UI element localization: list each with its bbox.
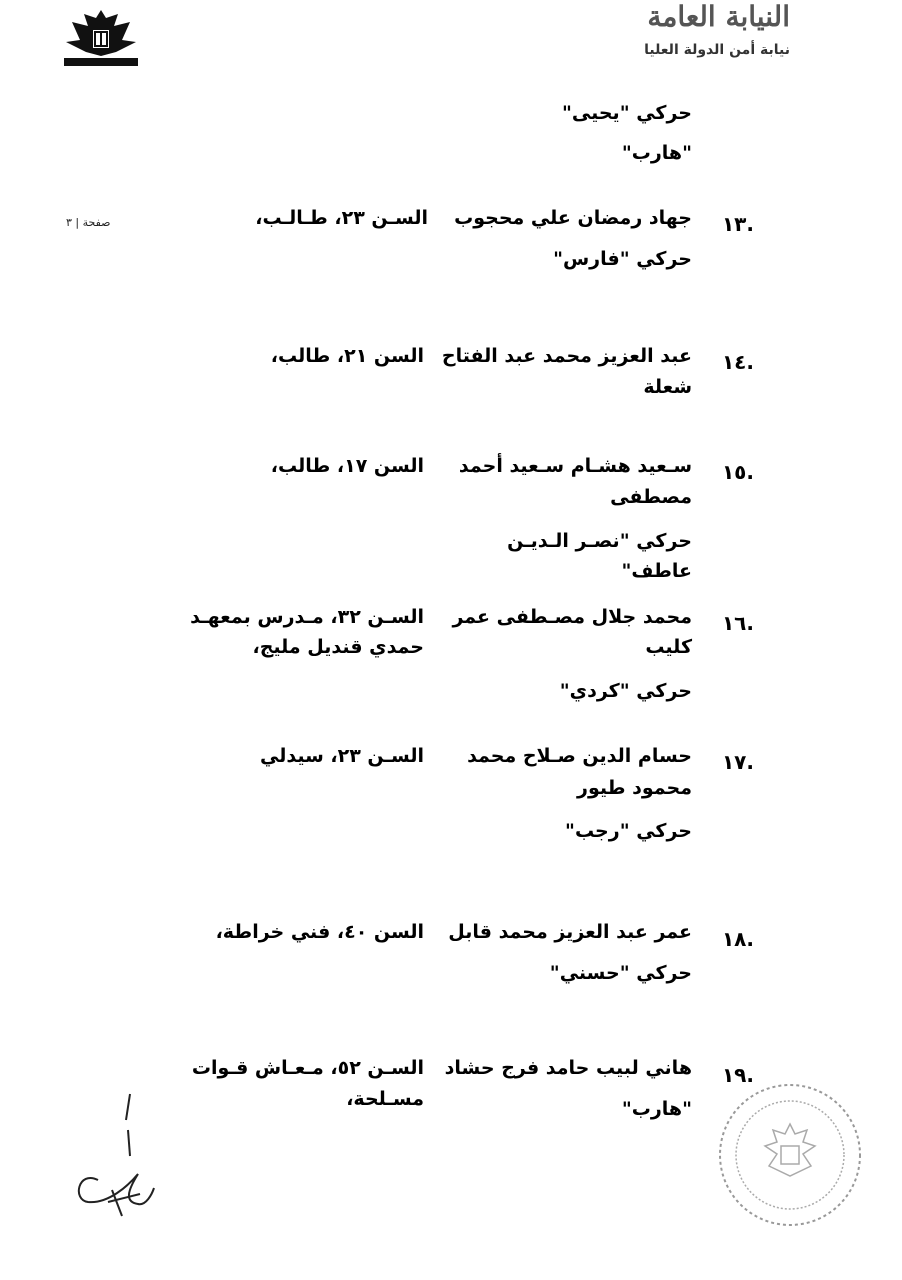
entry-16-number: ١٦. [721,611,754,635]
entry-13-name: جهاد رمضان علي محجوب [454,207,692,229]
entry-14-age: السن ٢١، طالب، [270,345,424,367]
entry-15-name: سـعيد هشـام سـعيد أحمد [458,455,692,477]
entry-14-name: عبد العزيز محمد عبد الفتاح [441,345,692,367]
entry-15-number: ١٥. [721,460,754,484]
page-number: صفحة | ٣ [66,216,111,229]
entry-16-institute: حمدي قنديل مليج، [252,636,424,658]
entry-19-status: "هارب" [621,1098,692,1120]
entry-17-name-cont: محمود طيور [577,777,692,799]
entry-18-alias: حركي "حسني" [549,962,692,984]
entry-12-alias: حركي "يحيى" [561,102,692,124]
entry-17-age: السـن ٢٣، سيدلي [259,745,424,767]
entry-19-number: ١٩. [721,1063,754,1087]
office-title: النيابة العامة [647,0,790,33]
entry-15-alias: حركي "نصـر الـديـن [507,530,692,552]
official-seal-icon [715,1080,865,1230]
eagle-emblem-icon [60,6,142,68]
entry-15-name-cont: مصطفى [610,486,692,508]
entry-18-age: السن ٤٠، فني خراطة، [215,921,424,943]
entry-19-occupation-cont: مسـلحة، [346,1088,424,1110]
entry-17-number: ١٧. [721,750,754,774]
entry-16-name-cont: كليب [645,636,692,658]
entry-18-name: عمر عبد العزيز محمد قابل [448,921,692,943]
entry-14-alias: شعلة [643,376,692,398]
entry-16-alias: حركي "كردي" [559,680,692,702]
entry-16-age: السـن ٣٢، مـدرس بمعهـد [190,606,424,628]
entry-19-name: هاني لبيب حامد فرج حشاد [444,1057,692,1079]
entry-15-alias-cont: عاطف" [621,560,692,582]
entry-13-number: ١٣. [721,212,754,236]
entry-18-number: ١٨. [721,927,754,951]
entry-16-name: محمد جلال مصـطفى عمر [452,606,692,628]
entry-19-age: السـن ٥٢، مـعـاش قـوات [191,1057,424,1079]
office-subtitle: نيابة أمن الدولة العليا [644,42,790,58]
entry-14-number: ١٤. [721,350,754,374]
entry-15-age: السن ١٧، طالب، [270,455,424,477]
entry-13-age: السـن ٢٣، طـالـب، [255,207,428,229]
entry-17-name: حسام الدين صـلاح محمد [467,745,692,767]
entry-13-alias: حركي "فارس" [553,248,692,270]
handwritten-signature-icon [68,1090,168,1220]
entry-12-status: "هارب" [621,142,692,164]
entry-17-alias: حركي "رجب" [565,820,692,842]
